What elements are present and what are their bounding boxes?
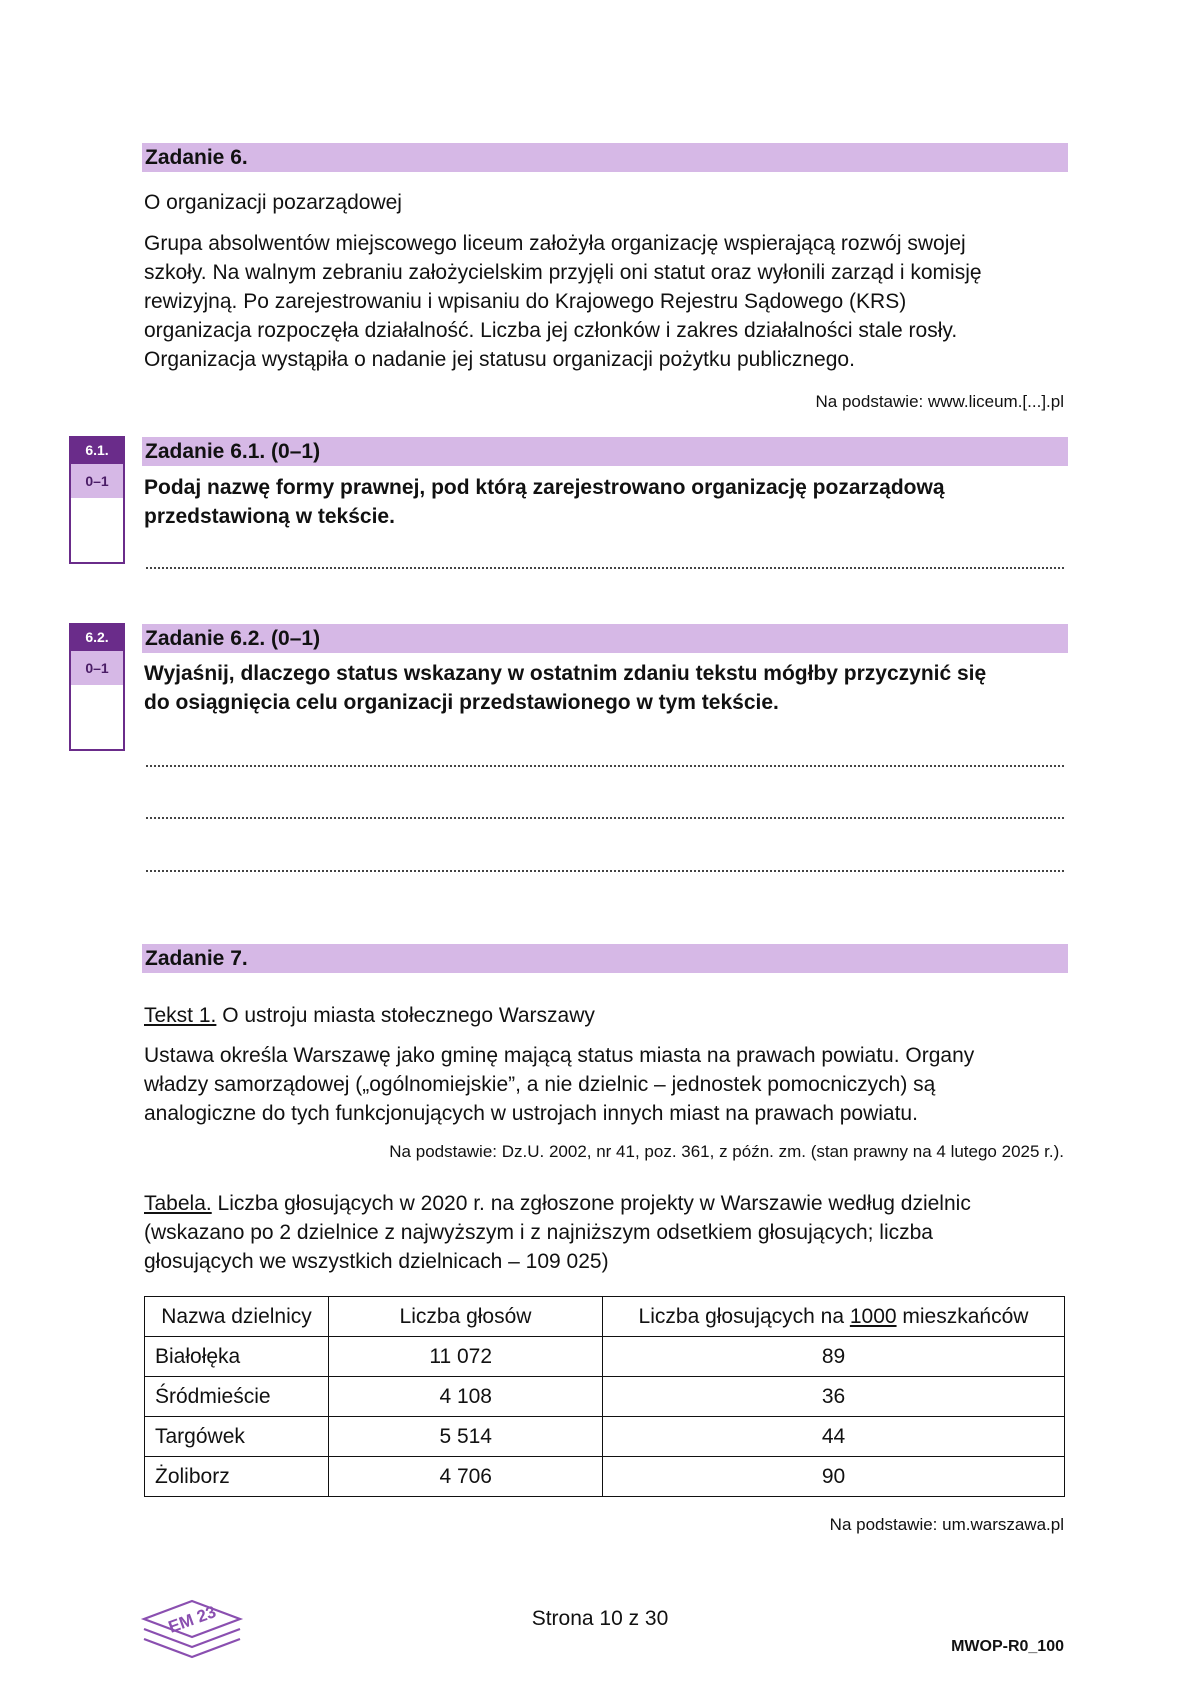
task62-score-badge: 0–1 [69, 651, 125, 685]
task62-number-badge: 6.2. [69, 623, 125, 651]
task6-line: Organizacja wystąpiła o nadanie jej statusu organizacji pożytku publicznego. [144, 348, 855, 371]
task61-answer-line[interactable] [146, 567, 1064, 569]
task62-header: Zadanie 6.2. (0–1) [142, 624, 1068, 653]
table-header-cell: Nazwa dzielnicy [145, 1297, 329, 1337]
table-caption-text: Liczba głosujących w 2020 r. na zgłoszone projekty w Warszawie według dzielnic [211, 1192, 971, 1215]
table-caption-line: (wskazano po 2 dzielnice z najwyższym i z najniższym odsetkiem głosujących; liczba [144, 1221, 933, 1244]
task61-score-box[interactable] [69, 498, 125, 564]
task6-source: Na podstawie: www.liceum.[...].pl [815, 392, 1064, 411]
districts-table [144, 1296, 1065, 1497]
table-row [145, 1457, 1065, 1497]
task61-question-line: przedstawioną w tekście. [144, 505, 395, 528]
task7-header: Zadanie 7. [142, 944, 1068, 973]
table-cell: 90 [603, 1457, 1065, 1497]
table-caption-line: głosujących we wszystkich dzielnicach – 109 025) [144, 1250, 609, 1273]
task61-header: Zadanie 6.1. (0–1) [142, 437, 1068, 466]
task61-score-badge: 0–1 [69, 464, 125, 498]
table-header-row [145, 1297, 1065, 1337]
table-cell: 11 072 [329, 1337, 603, 1377]
table-header-cell: Liczba głosów [329, 1297, 603, 1337]
task62-question-line: Wyjaśnij, dlaczego status wskazany w ostatnim zdaniu tekstu mógłby przyczynić się [144, 662, 987, 685]
table-row [145, 1337, 1065, 1377]
table-source: Na podstawie: um.warszawa.pl [829, 1515, 1064, 1534]
task62-question-line: do osiągnięcia celu organizacji przedstawionego w tym tekście. [144, 691, 779, 714]
task62-side-panel [69, 623, 125, 751]
table-cell: Śródmieście [145, 1377, 329, 1417]
task7-text1-label: Tekst 1. [144, 1004, 217, 1027]
task7-text1-line: analogiczne do tych funkcjonujących w ustrojach innych miast na prawach powiatu. [144, 1102, 918, 1125]
table-cell: Białołęka [145, 1337, 329, 1377]
task62-answer-line[interactable] [146, 870, 1064, 872]
page-number: Strona 10 z 30 [531, 1607, 669, 1630]
table-cell: 44 [603, 1417, 1065, 1457]
table-cell: 4 108 [329, 1377, 603, 1417]
task6-text [144, 229, 1074, 374]
table-header-cell [603, 1297, 1065, 1337]
task6-header: Zadanie 6. [142, 143, 1068, 172]
table-cell: Targówek [145, 1417, 329, 1457]
table-caption [144, 1189, 1074, 1276]
table-row [145, 1417, 1065, 1457]
task62-answer-line[interactable] [146, 765, 1064, 767]
task7-text1-line: Ustawa określa Warszawę jako gminę mającą status miasta na prawach powiatu. Organy [144, 1044, 975, 1067]
table-header-text: Liczba głosujących na [638, 1304, 850, 1328]
table-header-text: mieszkańców [896, 1304, 1029, 1328]
task6-title: O organizacji pozarządowej [144, 191, 402, 214]
table-header-text: 1000 [849, 1304, 897, 1328]
task7-text1-source: Na podstawie: Dz.U. 2002, nr 41, poz. 361, z późn. zm. (stan prawny na 4 lutego 2025 r.). [389, 1142, 1064, 1161]
task62-answer-line[interactable] [146, 817, 1064, 819]
table-cell: 89 [603, 1337, 1065, 1377]
table-caption-line [144, 1189, 1074, 1218]
task6-line: rewizyjną. Po zarejestrowaniu i wpisaniu do Krajowego Rejestru Sądowego (KRS) [144, 290, 907, 313]
table-cell: 36 [603, 1377, 1065, 1417]
task6-line: szkoły. Na walnym zebraniu założycielskim przyjęli oni statut oraz wyłonili zarząd i komisję [144, 261, 982, 284]
table-cell: 4 706 [329, 1457, 603, 1497]
logo-text: EM 23 [165, 1602, 219, 1637]
exam-code: MWOP-R0_100 [951, 1638, 1064, 1655]
table-label: Tabela. [144, 1192, 212, 1215]
task7-text1 [144, 1041, 1074, 1128]
task62-question [144, 659, 1074, 717]
task6-line: Grupa absolwentów miejscowego liceum założyła organizację wspierającą rozwój swojej [144, 232, 966, 255]
task61-question-line: Podaj nazwę formy prawnej, pod którą zarejestrowano organizację pozarządową [144, 476, 945, 499]
task61-side-panel [69, 436, 125, 564]
task61-question [144, 473, 1074, 531]
table-cell: 5 514 [329, 1417, 603, 1457]
task7-text1-title: O ustroju miasta stołecznego Warszawy [216, 1004, 595, 1027]
task61-number-badge: 6.1. [69, 436, 125, 464]
task6-line: organizacja rozpoczęła działalność. Liczba jej członków i zakres działalności stale rosły. [144, 319, 958, 342]
table-row [145, 1377, 1065, 1417]
task7-text1-heading [144, 1001, 595, 1030]
table-cell: Żoliborz [145, 1457, 329, 1497]
task62-score-box[interactable] [69, 685, 125, 751]
task7-text1-line: władzy samorządowej („ogólnomiejskie”, a nie dzielnic – jednostek pomocniczych) są [144, 1073, 936, 1096]
